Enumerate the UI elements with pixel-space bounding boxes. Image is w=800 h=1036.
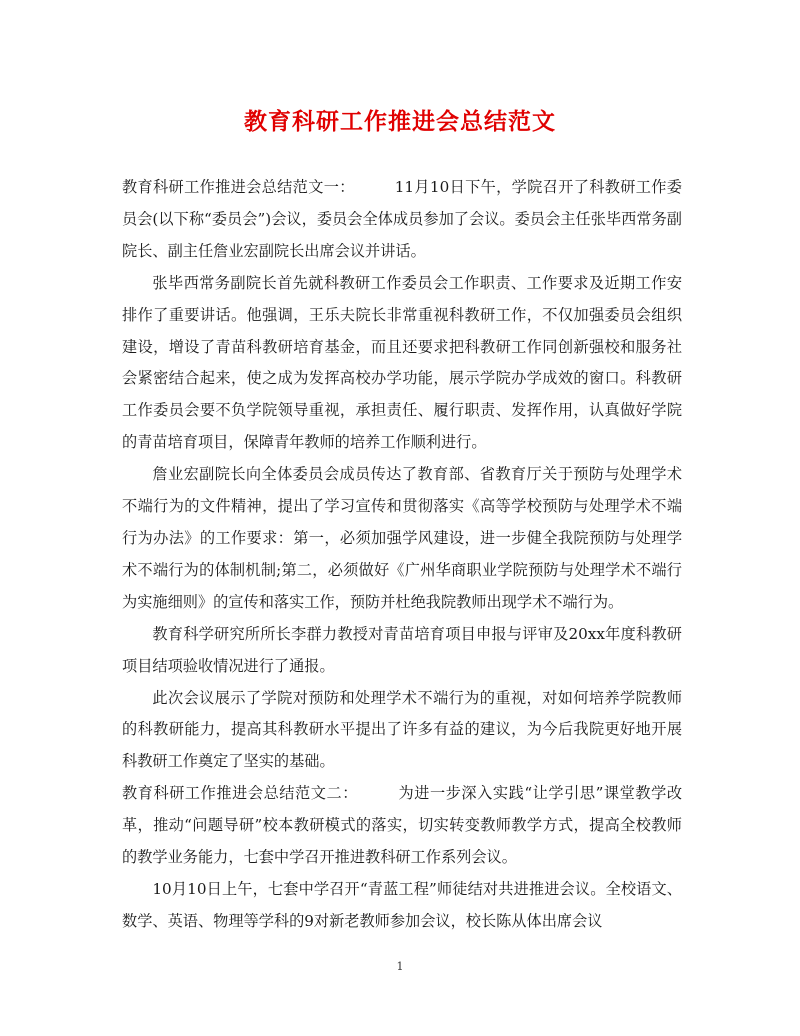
document-title: 教育科研工作推进会总结范文 [244,108,556,135]
paragraph-6-text: 为进一步深入实践“让学引思”课堂教学改革，推动“问题导研”校本教研模式的落实，切实转变教师教学方式，提高全校教师的教学业务能力，七套中学召开推进教科研工作系列会议。 [122,784,683,867]
page-number: 1 [396,960,404,973]
paragraph-1 [122,172,682,268]
paragraph-1-text: 11月10日下午，学院召开了科教研工作委员会(以下称“委员会”)会议，委员会全体成员参加了会议。委员会主任张毕西常务副院长、副主任詹业宏副院长出席会议并讲话。 [122,178,682,260]
paragraph-3: 詹业宏副院长向全体委员会成员传达了教育部、省教育厅关于预防与处理学术不端行为的文件精神，提出了学习宣传和贯彻落实《高等学校预防与处理学术不端行为办法》的工作要求：第一，必须加强学风建设，进一步健全我院预防与处理学术不端行为的体制机制;第二，必须做好《广州华商职业学院预防与处理学术不端行为实施细则》的宣传和落实工作，预防并杜绝我院教师出现学术不端行为。 [122,465,682,611]
paragraph-4: 教育科学研究所所长李群力教授对青苗培育项目申报与评审及20xx年度科教研项目结项验收情况进行了通报。 [122,624,682,675]
paragraph-2: 张毕西常务副院长首先就科教研工作委员会工作职责、工作要求及近期工作安排作了重要讲话。他强调，王乐夫院长非常重视科教研工作，不仅加强委员会组织建设，增设了青苗科教研培育基金，而且还要求把科教研工作同创新强校和服务社会紧密结合起来，使之成为发挥高校办学功能，展示学院办学成效的窗口。科教研工作委员会要不负学院领导重视，承担责任、履行职责、发挥作用，认真做好学院的青苗培育项目，保障青年教师的培养工作顺利进行。 [122,273,682,452]
section-lead-2: 教育科研工作推进会总结范文二： [122,784,358,803]
paragraph-5: 此次会议展示了学院对预防和处理学术不端行为的重视，对如何培养学院教师的科教研能力，提高其科教研水平提出了许多有益的建议，为今后我院更好地开展科教研工作奠定了坚实的基础。 [122,688,682,771]
document-body [122,172,682,938]
paragraph-7: 10月10日上午，七套中学召开“青蓝工程”师徒结对共进推进会议。全校语文、数学、英语、物理等学科的9对新老教师参加会议，校长陈从体出席会议 [122,879,682,930]
paragraph-6 [122,778,682,874]
section-lead-1: 教育科研工作推进会总结范文一： [122,178,355,196]
